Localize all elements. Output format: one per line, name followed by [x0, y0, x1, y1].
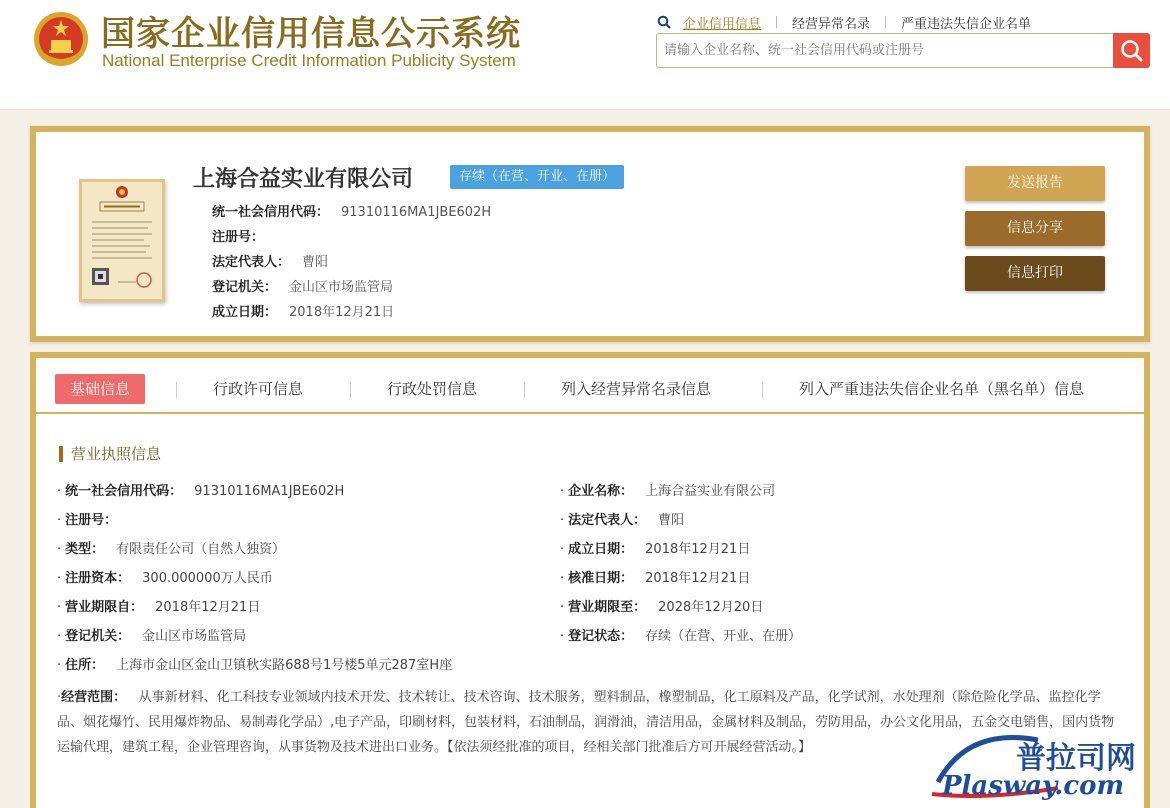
field-legal-rep: · 法定代表人： 曹阳	[560, 513, 685, 528]
field-label: 统一社会信用代码：	[65, 484, 183, 499]
field-label: 类型：	[65, 542, 105, 557]
info-label: 登记机关：	[212, 280, 278, 295]
tab-blacklist[interactable]: 列入严重违法失信企业名单（黑名单）信息	[799, 380, 1085, 398]
divider	[776, 16, 777, 28]
field-value: 金山区市场监管局	[142, 629, 247, 644]
field-label: 登记机关：	[65, 629, 131, 644]
field-reg-status: · 登记状态： 存续（在营、开业、在册）	[560, 629, 802, 644]
field-value: 上海市金山区金山卫镇秋实路688号1号楼5单元287室H座	[116, 658, 453, 673]
license-icon	[82, 182, 162, 299]
scope-value: 从事新材料、化工科技专业领域内技术开发、技术转让、技术咨询、技术服务，塑料制品，橡塑制品，化工原料及产品，化学试剂，水处理剂（除危险化学品、监控化学品、烟花爆竹、民用爆炸物品、易制毒化学品）,电子产品，印刷材料，包装材料，石油制品，润滑油，清洁用品，金属材料及制品，劳防用品，办公文化用品，五金交电销售，国内货物运输代理，建筑工程，企业管理咨询，从事货物及技术进出口业务。【依法须经批准的项目，经相关部门批准后方可开展经营活动。】	[57, 690, 1115, 755]
field-term-to: · 营业期限至： 2028年12月20日	[560, 600, 764, 615]
search-box	[656, 33, 1150, 68]
share-button[interactable]: 信息分享	[965, 211, 1105, 246]
field-authority: · 登记机关： 金山区市场监管局	[57, 629, 247, 644]
site-header	[0, 0, 1170, 110]
link-blacklist[interactable]: 严重违法失信企业名单	[901, 16, 1032, 32]
info-label: 统一社会信用代码：	[212, 205, 330, 220]
field-label: 营业期限自：	[65, 600, 144, 615]
company-info-list	[212, 200, 491, 325]
field-company-name: · 企业名称： 上海合益实业有限公司	[560, 484, 776, 499]
field-value: 2018年12月21日	[645, 542, 751, 557]
info-value: 2018年12月21日	[289, 305, 395, 320]
search-button[interactable]	[1113, 33, 1150, 68]
tab-basic-info[interactable]: 基础信息	[55, 374, 145, 404]
field-value: 有限责任公司（自然人独资）	[116, 542, 286, 557]
info-label: 法定代表人：	[212, 255, 291, 270]
site-title: 国家企业信用信息公示系统	[101, 14, 521, 54]
tab-divider	[350, 382, 351, 398]
tab-bar	[36, 358, 1144, 414]
top-links	[657, 12, 1031, 32]
info-row-authority	[212, 275, 491, 300]
field-label: 企业名称：	[568, 484, 634, 499]
field-founded: · 成立日期： 2018年12月21日	[560, 542, 751, 557]
info-row-founded	[212, 300, 491, 325]
section-title: 营业执照信息	[59, 446, 161, 462]
watermark-en: Plasway.com	[942, 771, 1124, 801]
field-label: 核准日期：	[568, 571, 634, 586]
field-value: 2018年12月21日	[155, 600, 261, 615]
company-summary-card	[30, 126, 1150, 342]
info-row-credit-code	[212, 200, 491, 225]
tab-divider	[762, 382, 763, 398]
field-value: 存续（在营、开业、在册）	[645, 629, 802, 644]
info-value: 金山区市场监管局	[289, 280, 394, 295]
tab-admin-license[interactable]: 行政许可信息	[213, 380, 304, 398]
divider	[885, 16, 886, 28]
field-capital: · 注册资本： 300.000000万人民币	[57, 571, 273, 586]
send-report-button[interactable]: 发送报告	[965, 166, 1105, 201]
search-input[interactable]	[657, 34, 1112, 67]
field-type: · 类型： 有限责任公司（自然人独资）	[57, 542, 286, 557]
watermark-cn: 普拉司网	[1016, 741, 1136, 776]
field-value: 2018年12月21日	[645, 571, 751, 586]
tab-divider	[524, 382, 525, 398]
info-value: 91310116MA1JBE602H	[341, 205, 492, 220]
field-label: 登记状态：	[568, 629, 634, 644]
link-abnormal-list[interactable]: 经营异常名录	[792, 16, 871, 32]
info-row-legal-rep	[212, 250, 491, 275]
field-term-from: · 营业期限自： 2018年12月21日	[57, 600, 261, 615]
company-name: 上海合益实业有限公司	[193, 167, 414, 192]
business-license-image	[79, 179, 165, 302]
field-value: 2028年12月20日	[658, 600, 764, 615]
search-icon	[1113, 33, 1150, 68]
field-approved: · 核准日期： 2018年12月21日	[560, 571, 751, 586]
scope-label: 经营范围：	[61, 690, 127, 705]
field-credit-code: · 统一社会信用代码： 91310116MA1JBE602H	[57, 484, 345, 499]
search-icon	[657, 15, 671, 29]
field-label: 成立日期：	[568, 542, 634, 557]
link-enterprise-credit[interactable]: 企业信用信息	[683, 16, 762, 32]
info-value: 曹阳	[302, 255, 329, 270]
tab-admin-penalty[interactable]: 行政处罚信息	[387, 380, 478, 398]
field-address: · 住所： 上海市金山区金山卫镇秋实路688号1号楼5单元287室H座	[57, 658, 453, 673]
field-reg-no: · 注册号：	[57, 513, 118, 528]
info-label: 注册号：	[212, 230, 265, 245]
tab-abnormal-list[interactable]: 列入经营异常名录信息	[561, 380, 712, 398]
field-label: 法定代表人：	[568, 513, 647, 528]
field-value: 300.000000万人民币	[142, 571, 273, 586]
tab-divider	[176, 382, 177, 398]
info-row-reg-no	[212, 225, 491, 250]
field-label: 注册号：	[65, 513, 118, 528]
business-scope: ·经营范围： 从事新材料、化工科技专业领域内技术开发、技术转让、技术咨询、技术服务，塑料制品，橡塑制品，化工原料及产品，化学试剂，水处理剂（除危险化学品、监控化学品、烟花爆竹、民用爆炸物品、易制毒化学品）,电子产品，印刷材料，包装材料，石油制品，润滑油，清洁用品，金属材料及制品，劳防用品，办公文化用品，五金交电销售，国内货物运输代理，建筑工程，企业管理咨询，从事货物及技术进出口业务。【依法须经批准的项目，经相关部门批准后方可开展经营活动。】	[57, 690, 1115, 755]
status-badge: 存续（在营、开业、在册）	[450, 165, 624, 189]
field-label: 营业期限至：	[568, 600, 647, 615]
national-emblem-icon	[32, 8, 90, 70]
field-value: 曹阳	[658, 513, 685, 528]
watermark-logo	[928, 722, 1163, 802]
site-subtitle: National Enterprise Credit Information Publicity System	[102, 51, 516, 70]
info-label: 成立日期：	[212, 305, 278, 320]
field-value: 上海合益实业有限公司	[645, 484, 776, 499]
field-label: 住所：	[65, 658, 105, 673]
field-value: 91310116MA1JBE602H	[194, 484, 345, 499]
field-label: 注册资本：	[65, 571, 131, 586]
print-button[interactable]: 信息打印	[965, 256, 1105, 291]
